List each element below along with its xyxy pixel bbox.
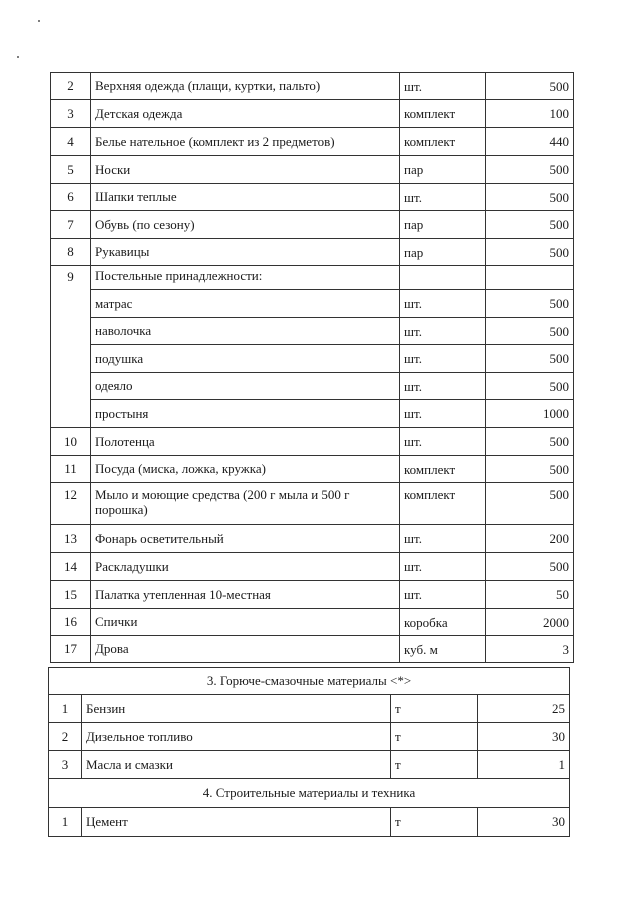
item-quantity: 500 [486, 345, 574, 373]
item-unit: т [391, 808, 478, 837]
materials-table [48, 667, 570, 837]
item-name: Бензин [82, 695, 391, 723]
item-unit: шт. [400, 184, 486, 211]
item-quantity: 30 [478, 808, 570, 837]
item-unit: шт. [400, 345, 486, 373]
item-unit: коробка [400, 609, 486, 636]
table-row [51, 128, 574, 156]
item-unit: комплект [400, 128, 486, 156]
row-number: 5 [51, 156, 91, 184]
row-number: 3 [51, 100, 91, 128]
item-name: Мыло и моющие средства (200 г мыла и 500 г порошка) [91, 483, 400, 525]
item-name: Белье нательное (комплект из 2 предметов) [91, 128, 400, 156]
item-name: Детская одежда [91, 100, 400, 128]
item-unit: комплект [400, 456, 486, 483]
item-unit: шт. [400, 373, 486, 400]
item-name: Шапки теплые [91, 184, 400, 211]
item-unit: шт. [400, 525, 486, 553]
item-unit: шт. [400, 553, 486, 581]
subitem-name: простыня [91, 400, 400, 428]
row-number: 13 [51, 525, 91, 553]
table-row [51, 636, 574, 663]
item-quantity: 3 [486, 636, 574, 663]
table-row [51, 266, 574, 290]
item-unit: пар [400, 211, 486, 239]
item-name: Цемент [82, 808, 391, 837]
item-quantity: 1000 [486, 400, 574, 428]
scan-speck [38, 20, 40, 22]
item-quantity: 1 [478, 751, 570, 779]
item-unit: т [391, 695, 478, 723]
item-quantity: 25 [478, 695, 570, 723]
row-number: 9 [51, 266, 91, 428]
table-row [49, 695, 570, 723]
row-number: 1 [49, 808, 82, 837]
item-name: Рукавицы [91, 239, 400, 266]
item-unit: шт. [400, 290, 486, 318]
section-title: 3. Горюче-смазочные материалы <*> [49, 668, 570, 695]
table-row [51, 239, 574, 266]
row-number: 16 [51, 609, 91, 636]
subitem-name: одеяло [91, 373, 400, 400]
table-row [51, 373, 574, 400]
table-row [51, 553, 574, 581]
item-unit: шт. [400, 428, 486, 456]
table-row [51, 456, 574, 483]
item-quantity: 500 [486, 456, 574, 483]
item-quantity: 100 [486, 100, 574, 128]
item-quantity: 500 [486, 290, 574, 318]
row-number: 8 [51, 239, 91, 266]
table-row [51, 318, 574, 345]
item-unit: пар [400, 239, 486, 266]
item-quantity: 500 [486, 483, 574, 525]
row-number: 17 [51, 636, 91, 663]
item-unit: комплект [400, 100, 486, 128]
row-number: 3 [49, 751, 82, 779]
table-row [49, 723, 570, 751]
item-unit: комплект [400, 483, 486, 525]
item-unit: шт. [400, 318, 486, 345]
row-number: 15 [51, 581, 91, 609]
subitem-name: наволочка [91, 318, 400, 345]
table-row [51, 400, 574, 428]
section-header-row [49, 779, 570, 808]
item-name: Дрова [91, 636, 400, 663]
item-quantity: 2000 [486, 609, 574, 636]
table-row [51, 184, 574, 211]
table-row [51, 483, 574, 525]
item-quantity: 50 [486, 581, 574, 609]
item-name: Дизельное топливо [82, 723, 391, 751]
item-name: Верхняя одежда (плащи, куртки, пальто) [91, 73, 400, 100]
table-row [51, 609, 574, 636]
table-row [51, 525, 574, 553]
item-quantity: 500 [486, 73, 574, 100]
item-quantity: 500 [486, 156, 574, 184]
row-number: 2 [51, 73, 91, 100]
item-name: Полотенца [91, 428, 400, 456]
item-quantity: 500 [486, 373, 574, 400]
row-number: 7 [51, 211, 91, 239]
item-unit: т [391, 723, 478, 751]
item-quantity: 30 [478, 723, 570, 751]
item-unit: шт. [400, 581, 486, 609]
item-quantity: 500 [486, 428, 574, 456]
item-quantity: 500 [486, 211, 574, 239]
row-number: 4 [51, 128, 91, 156]
row-number: 2 [49, 723, 82, 751]
item-name: Масла и смазки [82, 751, 391, 779]
group-title: Постельные принадлежности: [91, 266, 400, 290]
table-row [49, 751, 570, 779]
table-row [51, 290, 574, 318]
empty-cell [400, 266, 486, 290]
item-name: Посуда (миска, ложка, кружка) [91, 456, 400, 483]
section-title: 4. Строительные материалы и техника [49, 779, 570, 808]
table-row [51, 156, 574, 184]
table-row [51, 581, 574, 609]
item-name: Фонарь осветительный [91, 525, 400, 553]
item-name: Палатка утепленная 10-местная [91, 581, 400, 609]
row-number: 6 [51, 184, 91, 211]
item-unit: т [391, 751, 478, 779]
subitem-name: матрас [91, 290, 400, 318]
item-unit: шт. [400, 400, 486, 428]
empty-cell [486, 266, 574, 290]
item-name: Раскладушки [91, 553, 400, 581]
item-unit: куб. м [400, 636, 486, 663]
subitem-name: подушка [91, 345, 400, 373]
item-quantity: 440 [486, 128, 574, 156]
row-number: 12 [51, 483, 91, 525]
items-table [50, 72, 574, 663]
table-row [51, 428, 574, 456]
item-quantity: 500 [486, 318, 574, 345]
row-number: 11 [51, 456, 91, 483]
row-number: 1 [49, 695, 82, 723]
row-number: 14 [51, 553, 91, 581]
item-unit: пар [400, 156, 486, 184]
table-row [51, 73, 574, 100]
scan-speck [17, 56, 19, 58]
row-number: 10 [51, 428, 91, 456]
item-quantity: 500 [486, 184, 574, 211]
table-row [49, 808, 570, 837]
table-row [51, 345, 574, 373]
table-row [51, 100, 574, 128]
item-quantity: 500 [486, 239, 574, 266]
item-unit: шт. [400, 73, 486, 100]
item-name: Спички [91, 609, 400, 636]
item-name: Обувь (по сезону) [91, 211, 400, 239]
item-name: Носки [91, 156, 400, 184]
item-quantity: 200 [486, 525, 574, 553]
section-header-row [49, 668, 570, 695]
item-quantity: 500 [486, 553, 574, 581]
table-row [51, 211, 574, 239]
